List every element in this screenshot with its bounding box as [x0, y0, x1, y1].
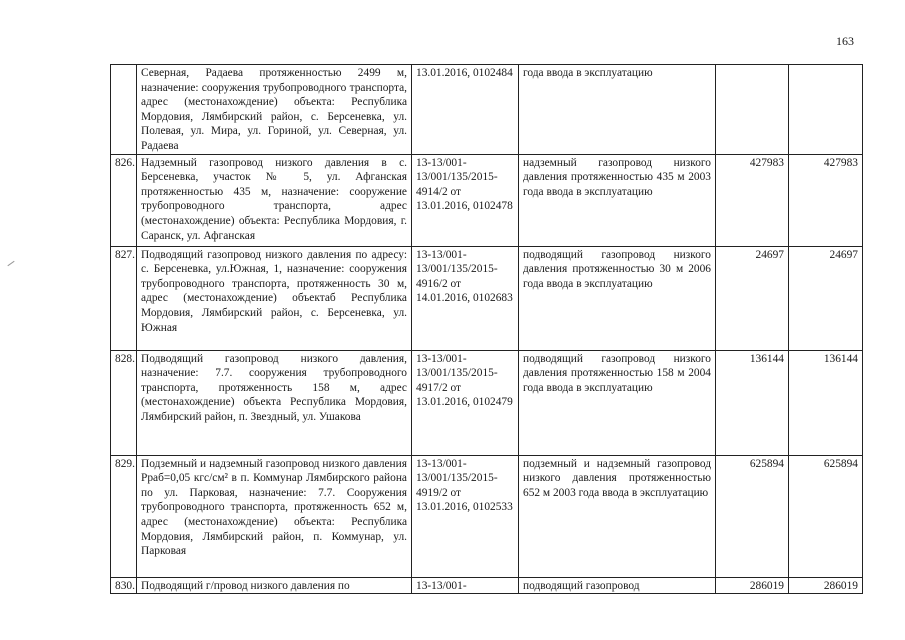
object-description-cell: Северная, Радаева протяженностью 2499 м, назначение: сооружения трубопроводного транспорта, адрес (местонахождение) объекта: Республика Мордовия, Лямбирский район, с. Берсеневка, ул. Полевая, ул. Мира, ул. Гориной, ул. Северная, ул. Радаева	[137, 65, 412, 155]
table-row	[111, 350, 863, 455]
table-row	[111, 65, 863, 155]
object-description-cell: Подводящий г/провод низкого давления по	[137, 577, 412, 594]
characteristics-cell: подводящий газопровод низкого давления протяженностью 30 м 2006 года ввода в эксплуатацию	[519, 246, 716, 350]
characteristics-cell: подводящий газопровод низкого давления протяженностью 158 м 2004 года ввода в эксплуатацию	[519, 350, 716, 455]
registry-table	[110, 64, 863, 594]
value-cell-1	[716, 65, 789, 155]
table-row	[111, 154, 863, 246]
row-number-cell	[111, 65, 137, 155]
value-cell-1: 286019	[716, 577, 789, 594]
row-number-cell: 828.	[111, 350, 137, 455]
characteristics-cell: подземный и надземный газопровод низкого давления протяженностью 652 м 2003 года ввода в эксплуатацию	[519, 455, 716, 577]
row-number-cell: 830.	[111, 577, 137, 594]
characteristics-cell: подводящий газопровод	[519, 577, 716, 594]
object-description-cell: Подводящий газопровод низкого давления, назначение: 7.7. сооружения трубопроводного транспорта, протяженность 158 м, адрес (местонахождение) объекта Республика Мордовия, Лямбирский район, п. Звездный, ул. Ушакова	[137, 350, 412, 455]
registration-cell: 13-13/001-13/001/135/2015-4917/2 от 13.01.2016, 0102479	[412, 350, 519, 455]
value-cell-2: 427983	[789, 154, 863, 246]
value-cell-2: 286019	[789, 577, 863, 594]
value-cell-1: 136144	[716, 350, 789, 455]
characteristics-cell: года ввода в эксплуатацию	[519, 65, 716, 155]
object-description-cell: Подводящий газопровод низкого давления по адресу: с. Берсеневка, ул.Южная, 1, назначение: сооружения трубопроводного транспорта, протяженность 30 м, адрес (местонахождение) объектаб Республика Мордовия, Лямбирский район, с. Берсеневка, ул. Южная	[137, 246, 412, 350]
value-cell-1: 24697	[716, 246, 789, 350]
row-number-cell: 827.	[111, 246, 137, 350]
registration-cell: 13-13/001-13/001/135/2015-4916/2 от 14.01.2016, 0102683	[412, 246, 519, 350]
value-cell-1: 427983	[716, 154, 789, 246]
table-row	[111, 455, 863, 577]
value-cell-2: 24697	[789, 246, 863, 350]
table-row	[111, 246, 863, 350]
value-cell-1: 625894	[716, 455, 789, 577]
row-number-cell: 829.	[111, 455, 137, 577]
characteristics-cell: надземный газопровод низкого давления протяженностью 435 м 2003 года ввода в эксплуатацию	[519, 154, 716, 246]
registration-cell: 13-13/001-13/001/135/2015-4914/2 от 13.01.2016, 0102478	[412, 154, 519, 246]
registration-cell: 13-13/001-	[412, 577, 519, 594]
value-cell-2: 136144	[789, 350, 863, 455]
value-cell-2: 625894	[789, 455, 863, 577]
scan-artifact	[7, 261, 14, 266]
object-description-cell: Подземный и надземный газопровод низкого давления Рраб=0,05 кгс/см² в п. Коммунар Лямбирского района по ул. Парковая, назначение: 7.7. Сооружения трубопроводного транспорта, протяженность 652 м, адрес (местонахождение) объекта: Республика Мордовия, Лямбирский район, п. Коммунар, ул. Парковая	[137, 455, 412, 577]
page-number: 163	[836, 34, 854, 48]
object-description-cell: Надземный газопровод низкого давления в с. Берсеневка, участок № 5, ул. Афганская протяженностью 435 м, назначение: сооружение трубопроводного транспорта, адрес (местонахождение) объекта: Республика Мордовия, г. Саранск, ул. Афганская	[137, 154, 412, 246]
table-row	[111, 577, 863, 594]
value-cell-2	[789, 65, 863, 155]
registration-cell: 13-13/001-13/001/135/2015-4919/2 от 13.01.2016, 0102533	[412, 455, 519, 577]
registration-cell: 13.01.2016, 0102484	[412, 65, 519, 155]
row-number-cell: 826.	[111, 154, 137, 246]
